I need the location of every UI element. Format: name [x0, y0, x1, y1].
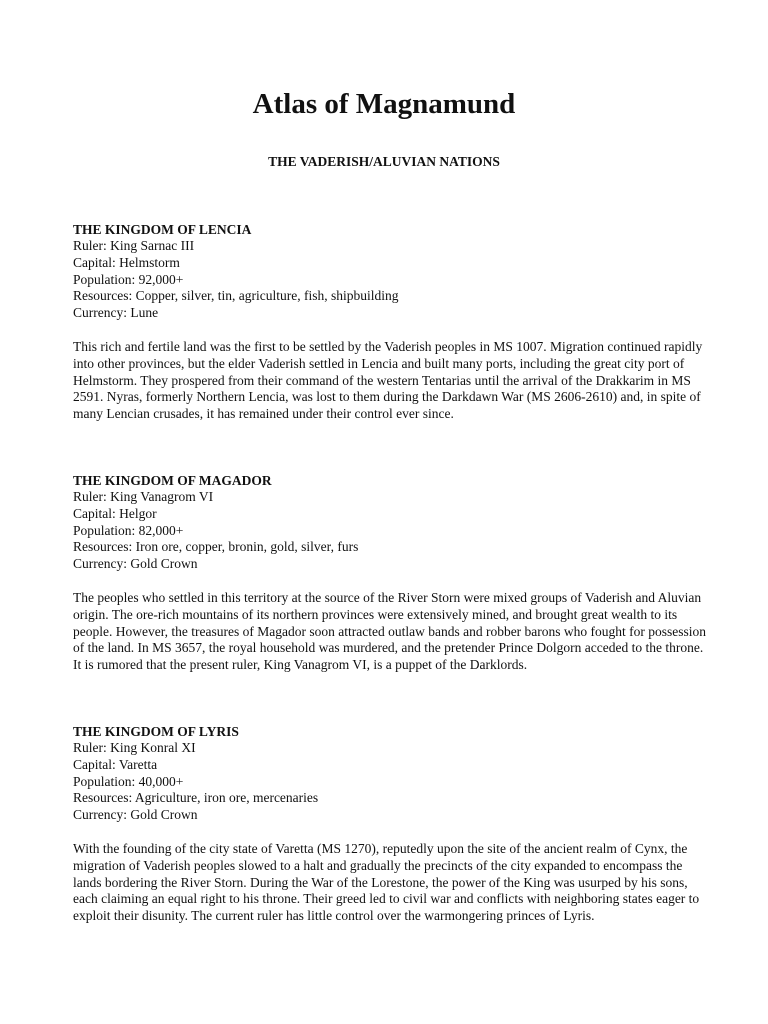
- ruler-line: Ruler: King Konral XI: [73, 740, 196, 755]
- document-title: Atlas of Magnamund: [252, 88, 516, 120]
- currency-line: Currency: Lune: [73, 305, 159, 321]
- resources-line: Resources: Iron ore, copper, bronin, gold, silver, furs: [73, 539, 359, 555]
- currency-line: Currency: Gold Crown: [73, 556, 198, 572]
- section-lyris: [73, 723, 713, 925]
- capital-line: Capital: Varetta: [73, 756, 158, 772]
- section-heading: THE KINGDOM OF MAGADOR: [73, 473, 272, 488]
- section-heading: THE KINGDOM OF LYRIS: [73, 724, 239, 739]
- document-subtitle: THE VADERISH/ALUVIAN NATIONS: [268, 154, 500, 169]
- section-description: With the founding of the city state of Varetta (MS 1270), reputedly upon the site of the ancient realm of Cynx, the migration of Vaderish peoples slowed to a halt and gradually the precincts of the city expanded to encompass the lands bordering the River Storn. During the War of the Lorestone, the power of the King was usurped by his sons, each claiming an equal right to his throne. Their greed led to civil war and conflicts with neighboring states eager to exploit their disunity. The current ruler has little control over the warmongering princes of Lyris.: [73, 840, 700, 924]
- ruler-line: Ruler: King Sarnac III: [73, 238, 195, 253]
- population-line: Population: 82,000+: [73, 522, 184, 538]
- resources-line: Resources: Agriculture, iron ore, mercenaries: [73, 790, 319, 806]
- section-description: This rich and fertile land was the first to be settled by the Vaderish peoples in MS 1007. Migration continued rapidly into other provinces, but the elder Vaderish settled in Lencia and built many ports, including the great city port of Helmstorm. They prospered from their command of the western Tentarias until the arrival of the Drakkarim in MS 2591. Nyras, formerly Northern Lencia, was lost to them during the Darkdawn War (MS 2606-2610) and, in spite of many Lencian crusades, it has remained under their control ever since.: [73, 338, 703, 422]
- section-magador: [73, 472, 713, 674]
- section-heading: THE KINGDOM OF LENCIA: [73, 222, 252, 237]
- population-line: Population: 92,000+: [73, 271, 184, 287]
- section-lencia: [73, 221, 713, 423]
- resources-line: Resources: Copper, silver, tin, agriculture, fish, shipbuilding: [73, 288, 399, 304]
- capital-line: Capital: Helgor: [73, 505, 157, 521]
- ruler-line: Ruler: King Vanagrom VI: [73, 489, 214, 504]
- currency-line: Currency: Gold Crown: [73, 807, 198, 823]
- population-line: Population: 40,000+: [73, 773, 184, 789]
- capital-line: Capital: Helmstorm: [73, 254, 180, 270]
- section-description: The peoples who settled in this territory at the source of the River Storn were mixed groups of Vaderish and Aluvian origin. The ore-rich mountains of its northern provinces were extensively mined, and brought great wealth to its people. However, the treasures of Magador soon attracted outlaw bands and robber barons who fought for possession of the land. In MS 3657, the royal household was murdered, and the pretender Prince Dolgorn acceded to the throne. It is rumored that the present ruler, King Vanagrom VI, is a puppet of the Darklords.: [73, 589, 707, 673]
